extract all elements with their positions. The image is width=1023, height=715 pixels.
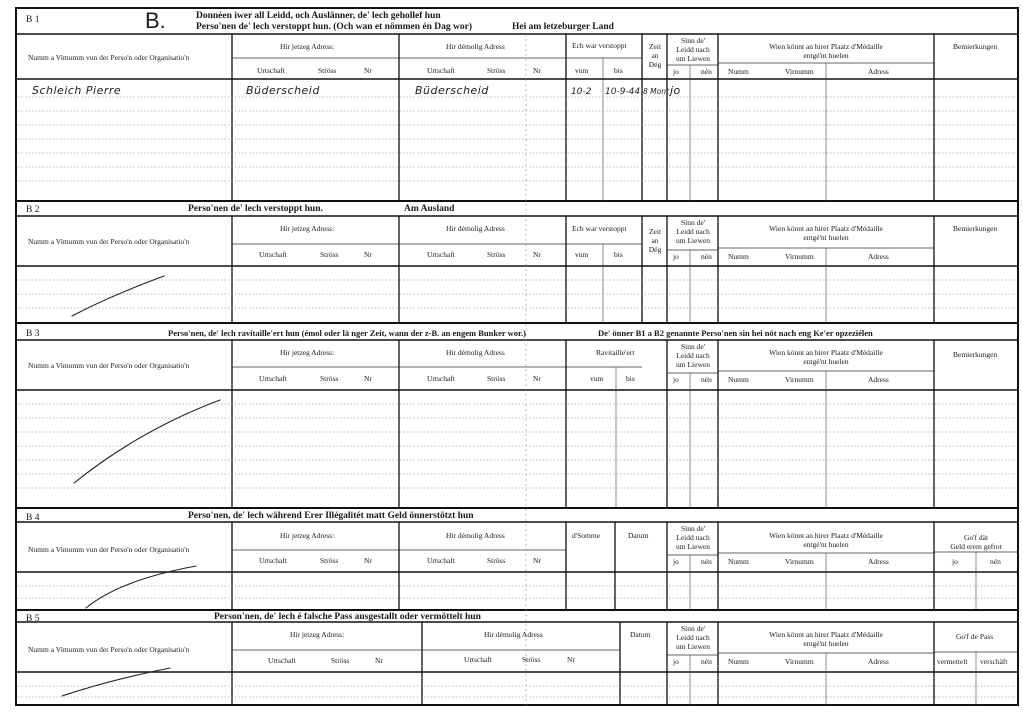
- b4-title: Perso'nen, de' lech während Erer Illégalitét matt Geld önnerstötzt hun: [188, 511, 474, 521]
- b1-sub-numm: Numm: [728, 67, 749, 76]
- b1-entry-time[interactable]: 8 Mont: [643, 87, 669, 96]
- b4-col-date: Datum: [628, 531, 649, 540]
- b2-col-medal: Wien könnt an hirer Plaatz d'Médaille entgé'nt huelen: [769, 224, 883, 242]
- b5-sub-town-former: Urtschaft: [464, 655, 492, 664]
- b4-sub-street: Ströss: [320, 556, 339, 565]
- b5-col-current: Hir jetzeg Adress:: [290, 630, 345, 639]
- b2-col-hidden: Ech war verstoppt: [572, 224, 627, 233]
- b1-sub-town-former: Urtschaft: [427, 66, 455, 75]
- b2-sub-nr: Nr: [364, 250, 372, 259]
- b4-col-sum: d'Somme: [572, 531, 601, 540]
- b1-col-hidden: Ech war verstoppt: [572, 41, 627, 50]
- b1-col-former: Hir démolig Adress: [446, 42, 505, 51]
- b1-title-line1: Donnéen iwer all Leidd, och Auslänner, de' lech gehollef hun: [196, 11, 441, 21]
- b3-sub-nr-former: Nr: [533, 374, 541, 383]
- b1-col-helped: Sinn de' Leidd nach um Liewen: [676, 36, 710, 63]
- b3-sub-virnumm: Virnumm: [785, 375, 814, 384]
- b2-title-region: Am Ausland: [404, 204, 455, 214]
- b5-sub-yes: jo: [673, 657, 679, 666]
- b2-col-remarks: Bemierkungen: [953, 224, 998, 233]
- b4-sub-numm: Numm: [728, 557, 749, 566]
- b5-col-medal: Wien könnt an hirer Plaatz d'Médaille entgé'nt huelen: [769, 630, 883, 648]
- b5-sub-virnumm: Virnumm: [785, 657, 814, 666]
- b4-sub-adress: Adress: [868, 557, 889, 566]
- b5-col-helped: Sinn de' Leidd nach um Liewen: [676, 624, 710, 651]
- b1-title-line2: Perso'nen de' lech verstoppt hun. (Och wan et nömmen én Dag wor): [196, 22, 473, 32]
- b4-col-helped: Sinn de' Leidd nach um Liewen: [676, 524, 710, 551]
- b1-entry-from[interactable]: 10-2: [571, 87, 592, 97]
- b1-col-current: Hir jetzeg Adress:: [280, 42, 335, 51]
- b4-sub-refund-no: nén: [990, 557, 1001, 566]
- b1-col-medal: Wien könnt an hirer Plaatz d'Médaille entgé'nt huelen: [769, 42, 883, 60]
- b1-col-name: Numm a Vimumm vun der Perso'n oder Organisatio'n: [28, 53, 190, 62]
- b1-sub-yes: jo: [673, 67, 679, 76]
- b2-col-former: Hir démolig Adress: [446, 224, 505, 233]
- b1-col-remarks: Bemierkungen: [953, 42, 998, 51]
- b4-sub-town-former: Urtschaft: [427, 556, 455, 565]
- b1-entry-current-town[interactable]: Büderscheid: [246, 84, 320, 97]
- b3-sub-town: Urtschaft: [259, 374, 287, 383]
- section-code-b2: B 2: [26, 205, 40, 215]
- b4-col-name: Numm a Vimumm vun der Perso'n oder Organisatio'n: [28, 545, 190, 554]
- b3-col-name: Numm a Vimumm vun der Perso'n oder Organisatio'n: [28, 361, 190, 370]
- b1-sub-no: nén: [701, 67, 712, 76]
- b3-sub-to: bis: [626, 374, 635, 383]
- b2-title: Perso'nen de' lech verstoppt hun.: [188, 204, 323, 214]
- b2-sub-street-former: Ströss: [487, 250, 506, 259]
- b3-col-supplied: Ravitaille'ert: [596, 348, 635, 357]
- b2-sub-from: vum: [575, 250, 589, 259]
- section-code-b5: B 5: [26, 614, 40, 624]
- b4-sub-town: Urtschaft: [259, 556, 287, 565]
- b3-sub-adress: Adress: [868, 375, 889, 384]
- b5-col-date: Datum: [630, 630, 651, 639]
- b2-sub-no: nén: [701, 252, 712, 261]
- b5-col-name: Numm a Vimumm vun der Perso'n oder Organisatio'n: [28, 645, 190, 654]
- b5-col-former: Hir démolig Adress: [484, 630, 543, 639]
- b1-sub-street: Ströss: [318, 66, 337, 75]
- b5-sub-nr-former: Nr: [567, 655, 575, 664]
- b1-sub-street-former: Ströss: [487, 66, 506, 75]
- b5-sub-no: nén: [701, 657, 712, 666]
- b1-sub-from: vum: [575, 66, 589, 75]
- b1-sub-to: bis: [614, 66, 623, 75]
- b1-entry-yes[interactable]: jo: [670, 84, 681, 97]
- b1-entry-name[interactable]: Schleich Pierre: [32, 84, 122, 97]
- b2-col-time: Zeit an Dég: [648, 227, 662, 254]
- b1-col-time: Zeit an Dég: [648, 42, 662, 69]
- b1-entry-former-town[interactable]: Büderscheid: [415, 84, 489, 97]
- b3-col-medal: Wien könnt an hirer Plaatz d'Médaille entgé'nt huelen: [769, 348, 883, 366]
- b4-sub-nr: Nr: [364, 556, 372, 565]
- b1-entry-to[interactable]: 10-9-44: [605, 87, 641, 97]
- b3-sub-no: nén: [701, 375, 712, 384]
- b3-sub-street-former: Ströss: [487, 374, 506, 383]
- b1-sub-adress: Adress: [868, 67, 889, 76]
- b5-sub-mediated: verschäft: [980, 657, 1008, 666]
- b3-title: Perso'nen, de' lech ravitaille'ert hun (émol oder lä nger Zeit, wann der z-B. an engem Bunker wor.): [168, 328, 526, 338]
- b1-sub-nr-former: Nr: [533, 66, 541, 75]
- b4-sub-nr-former: Nr: [533, 556, 541, 565]
- b4-sub-yes: jo: [673, 557, 679, 566]
- b3-col-former: Hir démolig Adress: [446, 348, 505, 357]
- b3-sub-yes: jo: [673, 375, 679, 384]
- b1-sub-town: Urtschaft: [257, 66, 285, 75]
- b4-col-refund: Go'f dät Geld erem gefrot: [950, 533, 1002, 551]
- strike-line-b3: [74, 400, 220, 483]
- b3-col-helped: Sinn de' Leidd nach um Liewen: [676, 342, 710, 369]
- b2-sub-numm: Numm: [728, 252, 749, 261]
- b4-sub-virnumm: Virnumm: [785, 557, 814, 566]
- b5-sub-street-former: Ströss: [522, 655, 541, 664]
- b2-col-current: Hir jetzeg Adress:: [280, 224, 335, 233]
- section-code-b1: B 1: [26, 15, 40, 25]
- b3-title-note: De' önner B1 a B2 genannte Perso'nen sin hei nöt nach eng Ke'er opzeziélen: [598, 328, 873, 338]
- b5-title: Person'nen, de' lech é falsche Pass ausgestallt oder vermöttelt hun: [214, 612, 481, 622]
- b5-col-pass: Go'f de Pass: [956, 632, 994, 641]
- b2-sub-adress: Adress: [868, 252, 889, 261]
- section-code-b3: B 3: [26, 329, 40, 339]
- b2-sub-street: Ströss: [320, 250, 339, 259]
- b4-sub-no: nén: [701, 557, 712, 566]
- b4-sub-refund-yes: jo: [952, 557, 958, 566]
- b1-title-region: Hei am letzeburger Land: [512, 22, 614, 32]
- b2-sub-yes: jo: [673, 252, 679, 261]
- b3-sub-street: Ströss: [320, 374, 339, 383]
- b2-col-name: Numm a Vimumm vun der Perso'n oder Organisatio'n: [28, 237, 190, 246]
- b3-col-current: Hir jetzeg Adress:: [280, 348, 335, 357]
- b2-sub-town-former: Urtschaft: [427, 250, 455, 259]
- b5-sub-issued: vermettelt: [937, 657, 968, 666]
- b5-sub-street: Ströss: [331, 656, 350, 665]
- b2-col-helped: Sinn de' Leidd nach um Liewen: [676, 218, 710, 245]
- b4-col-former: Hir démolig Adress: [446, 531, 505, 540]
- b2-sub-nr-former: Nr: [533, 250, 541, 259]
- b2-sub-virnumm: Virnumm: [785, 252, 814, 261]
- b3-sub-from: vum: [590, 374, 604, 383]
- b2-sub-to: bis: [614, 250, 623, 259]
- b1-sub-virnumm: Virnumm: [785, 67, 814, 76]
- b5-sub-numm: Numm: [728, 657, 749, 666]
- b5-sub-town: Urtschaft: [268, 656, 296, 665]
- b3-col-remarks: Bemierkungen: [953, 350, 998, 359]
- b1-sub-nr: Nr: [364, 66, 372, 75]
- form-letter: B.: [145, 8, 166, 33]
- b3-sub-numm: Numm: [728, 375, 749, 384]
- b3-sub-nr: Nr: [364, 374, 372, 383]
- b5-sub-adress: Adress: [868, 657, 889, 666]
- b4-sub-street-former: Ströss: [487, 556, 506, 565]
- b5-sub-nr: Nr: [375, 656, 383, 665]
- b3-sub-town-former: Urtschaft: [427, 374, 455, 383]
- b2-sub-town: Urtschaft: [259, 250, 287, 259]
- b4-col-current: Hir jetzeg Adress:: [280, 531, 335, 540]
- b4-col-medal: Wien könnt an hirer Plaatz d'Médaille entgé'nt huelen: [769, 531, 883, 549]
- section-code-b4: B 4: [26, 513, 40, 523]
- strike-line-b2: [72, 276, 164, 316]
